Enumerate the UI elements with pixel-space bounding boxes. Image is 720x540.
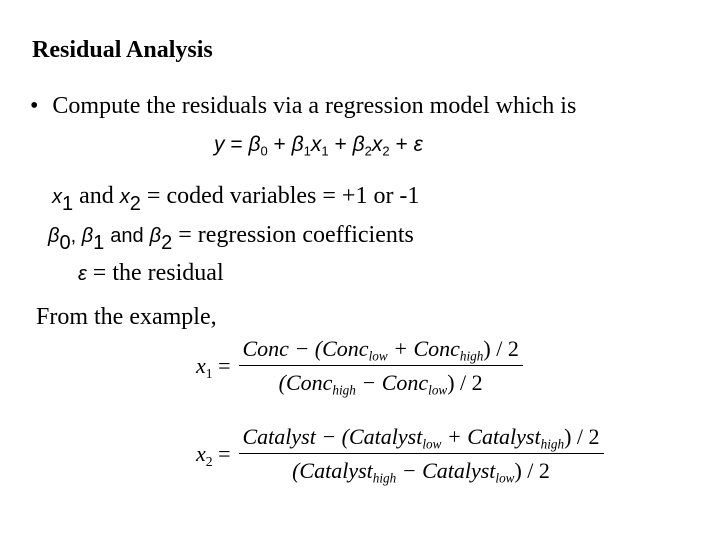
eq-x2-sub: 2	[382, 143, 390, 159]
def-x2: x	[119, 186, 130, 208]
def-and: and	[79, 183, 114, 209]
eq-beta2-sub: 2	[364, 143, 372, 159]
bullet-dot: •	[30, 93, 39, 119]
definition-coefficients: $\beta_0$, $\beta_1$ and $\beta_2$ = regression coefficients	[48, 222, 414, 254]
def-coded-text: = coded variables = +1 or -1	[146, 183, 420, 209]
formula-x1	[196, 336, 523, 396]
def-and: and	[110, 225, 144, 247]
def-beta1-sub: 1	[93, 232, 105, 254]
formula-x2-numerator: Catalyst − (Catalyst$_{low}$ + Catalyst$_{high}$) / 2	[242, 424, 600, 452]
def-x1-sub: 1	[62, 193, 74, 215]
formula-x2-denominator: (Catalyst$_{high}$ − Catalyst$_{low}$) / 2	[292, 458, 550, 486]
eq-beta2: β	[352, 133, 365, 156]
formula-x2-lhs: $x_2$ =	[196, 441, 231, 469]
def-residual-text: = the residual	[92, 260, 224, 286]
eq-beta1: β	[291, 133, 304, 156]
eq-beta0: β	[248, 133, 261, 156]
eq-x1-sub: 1	[321, 143, 329, 159]
def-x1: x	[52, 186, 62, 208]
bullet-item	[30, 93, 576, 120]
formula-x1-lhs: $x_1$ =	[196, 353, 231, 381]
def-beta2-sub: 2	[161, 232, 173, 254]
def-x2-sub: 2	[129, 193, 141, 215]
eq-plus: +	[273, 133, 286, 156]
eq-x2: x	[371, 133, 383, 156]
formula-x2	[196, 424, 604, 484]
eq-beta1-sub: 1	[303, 143, 311, 159]
def-coeff-text: = regression coefficients	[178, 222, 414, 248]
fraction-bar	[239, 453, 604, 454]
slide-title: Residual Analysis	[32, 37, 213, 63]
formula-x1-fraction	[239, 336, 523, 396]
bullet-text: Compute the residuals via a regression model which is	[52, 93, 577, 119]
formula-x1-denominator: (Conc$_{high}$ − Conc$_{low}$) / 2	[278, 370, 483, 398]
fraction-bar	[239, 365, 523, 366]
def-epsilon: ε	[78, 263, 87, 285]
formula-x2-fraction	[239, 424, 604, 484]
formula-x1-numerator: Conc − (Conc$_{low}$ + Conc$_{high}$) / 2	[242, 336, 519, 364]
eq-epsilon: ε	[413, 133, 423, 156]
def-beta1: β	[81, 225, 94, 247]
def-beta2: β	[149, 225, 162, 247]
eq-plus: +	[395, 133, 408, 156]
definition-residual	[78, 260, 224, 287]
def-beta0-sub: 0	[59, 232, 71, 254]
regression-model-equation	[214, 133, 423, 157]
eq-plus: +	[334, 133, 347, 156]
eq-y: y	[214, 133, 225, 156]
def-beta0: β	[48, 225, 60, 247]
definition-coded-variables	[52, 183, 420, 215]
eq-beta0-sub: 0	[260, 143, 268, 159]
eq-equals: =	[230, 133, 243, 156]
from-example-text: From the example,	[36, 304, 217, 330]
eq-x1: x	[310, 133, 322, 156]
